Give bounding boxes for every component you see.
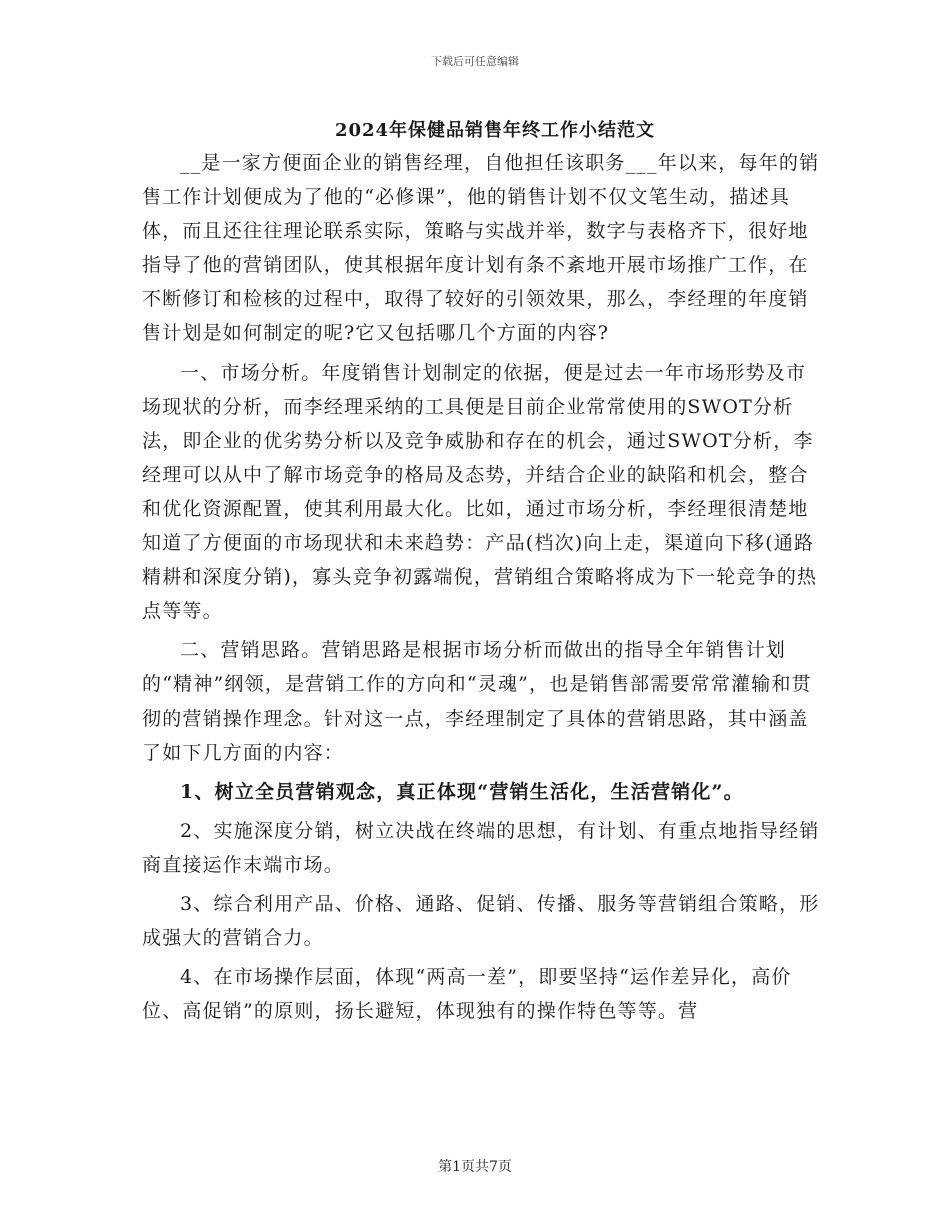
list-item-3: 3、综合利用产品、价格、通路、促销、传播、服务等营销组合策略，形成强大的营销合力。 <box>142 892 820 950</box>
list-item-4: 4、在市场操作层面，体现“两高一差”，即要坚持“运作差异化，高价位、高促销”的原则，扬长避短，体现独有的操作特色等等。营 <box>142 966 792 1023</box>
paragraph-marketing-strategy: 二、营销思路。营销思路是根据市场分析而做出的指导全年销售计划的“精神”纲领，是营销工作的方向和“灵魂”，也是销售部需要常常灌输和贯彻的营销操作理念。针对这一点，李经理制定了具体的营销思路，其中涵盖了如下几方面的内容： <box>142 639 812 764</box>
list-item-2: 2、实施深度分销，树立决战在终端的思想，有计划、有重点地指导经销商直接运作末端市场。 <box>142 819 820 876</box>
document-body <box>142 146 822 1028</box>
list-item-1: 1、树立全员营销观念，真正体现“营销生活化，生活营销化”。 <box>180 780 744 803</box>
header-note: 下载后可任意编辑 <box>431 55 519 68</box>
paragraph-market-analysis: 一、市场分析。年度销售计划制定的依据，便是过去一年市场形势及市场现状的分析，而李经理采纳的工具便是目前企业常常使用的SWOT分析法，即企业的优劣势分析以及竞争威胁和存在的机会，通过SWOT分析，李经理可以从中了解市场竞争的格局及态势，并结合企业的缺陷和机会，整合和优化资源配置，使其利用最大化。比如，通过市场分析，李经理很清楚地知道了方便面的市场现状和未来趋势：产品(档次)向上走，渠道向下移(通路精耕和深度分销)，寡头竞争初露端倪，营销组合策略将成为下一轮竞争的热点等等。 <box>142 361 818 623</box>
paragraph-intro: __是一家方便面企业的销售经理，自他担任该职务___年以来，每年的销售工作计划便成为了他的“必修课”，他的销售计划不仅文笔生动，描述具体，而且还往往理论联系实际，策略与实战并举，数字与表格齐下，很好地指导了他的营销团队，使其根据年度计划有条不紊地开展市场推广工作，在不断修订和检核的过程中，取得了较好的引领效果，那么，李经理的年度销售计划是如何制定的呢?它又包括哪几个方面的内容? <box>142 152 820 345</box>
document-title: 2024年保健品销售年终工作小结范文 <box>334 120 656 141</box>
page-number: 第1页共7页 <box>438 1159 512 1175</box>
